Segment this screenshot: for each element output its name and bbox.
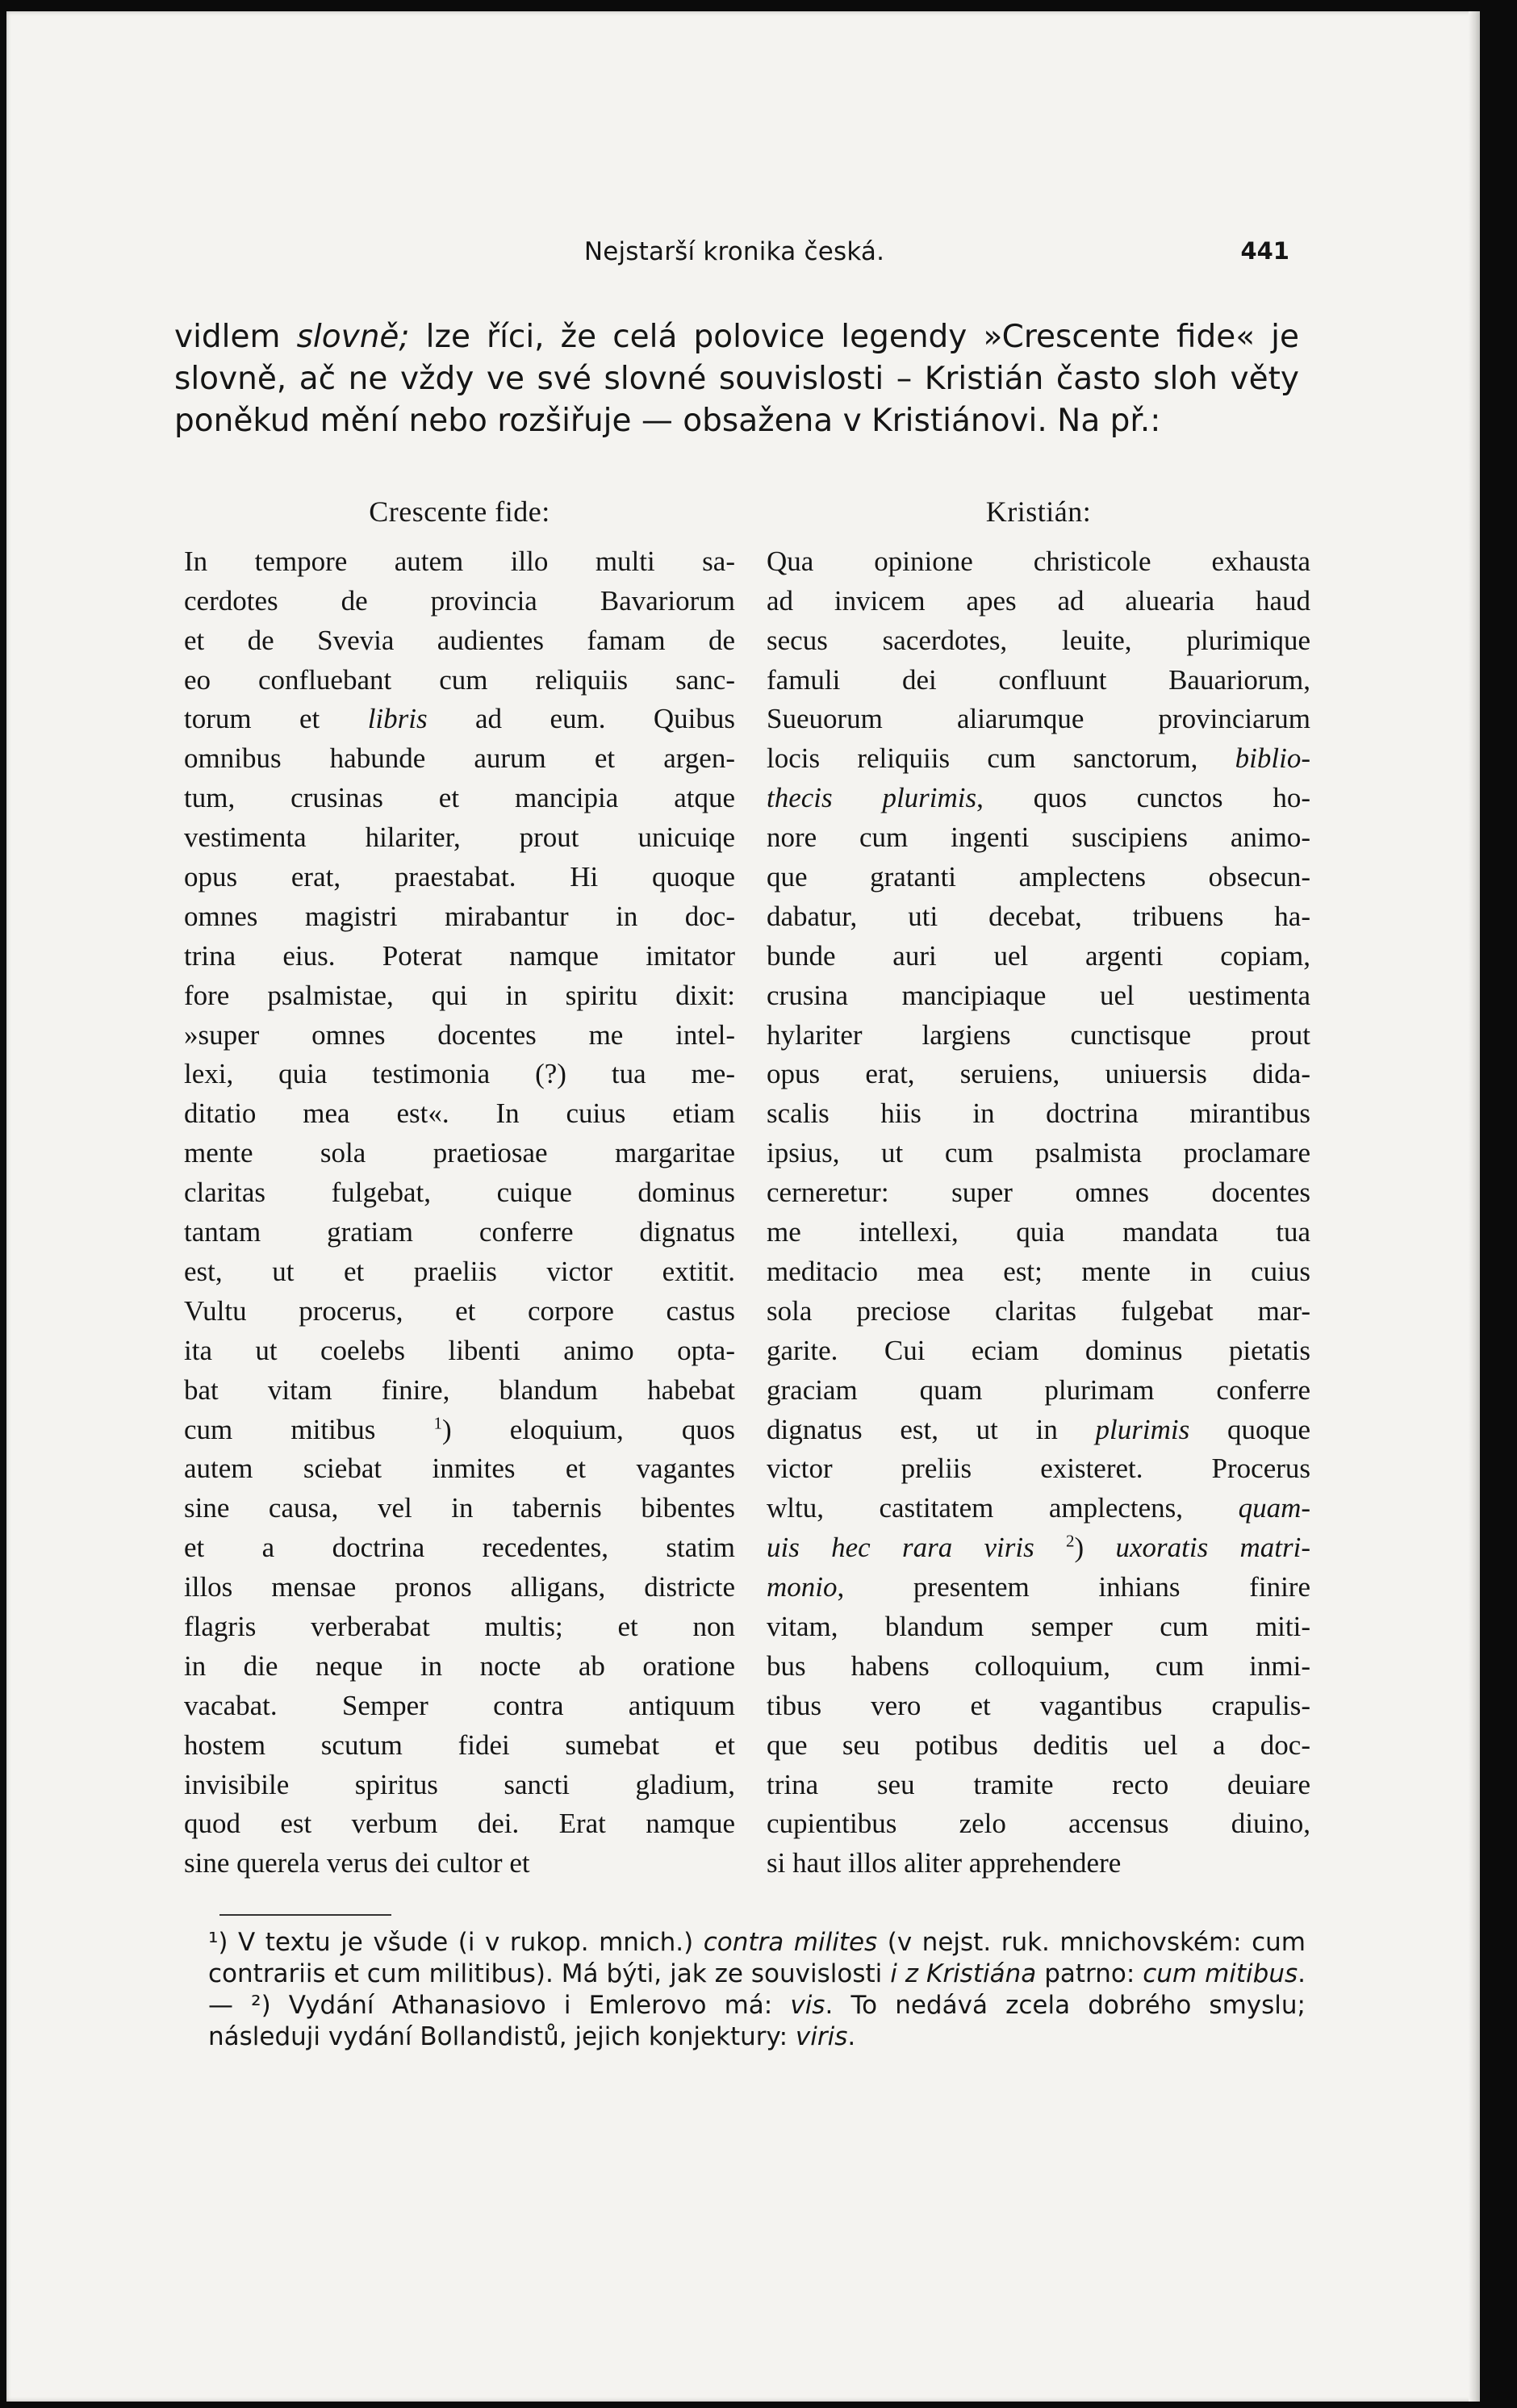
text-line: ipsius, ut cum psalmista proclamare: [767, 1137, 1310, 1169]
text-line: nore cum ingenti suscipiens animo-: [767, 821, 1310, 854]
text-line: hostem scutum fidei sumebat et: [184, 1729, 735, 1761]
text-line: bunde auri uel argenti copiam,: [767, 939, 1310, 972]
text-line: que gratanti amplectens obsecun-: [767, 861, 1310, 893]
text-line: crusina mancipiaque uel uestimenta: [767, 979, 1310, 1011]
intro-text: [174, 316, 1299, 442]
text-line: tibus vero et vagantibus crapulis-: [767, 1689, 1310, 1721]
text-line: Vultu procerus, et corpore castus: [184, 1294, 735, 1327]
text-line: ditatio mea est«. In cuius etiam: [184, 1097, 735, 1130]
text-line: est, ut et praeliis victor extitit.: [184, 1255, 735, 1287]
text-line: locis reliquiis cum sanctorum, biblio-: [767, 742, 1310, 775]
page: [6, 11, 1480, 2402]
text-line: sine querela verus dei cultor et: [184, 1847, 530, 1879]
intro-emphasis: slovně;: [296, 319, 410, 355]
text-line: graciam quam plurimam conferre: [767, 1373, 1310, 1406]
footnote-text: ¹) V textu je všude (i v rukop. mnich.) contra milites (v nejst. ruk. mnichovském: cum contrariis et cum militibus). Má býti, jak ze souvislosti i z Kristiána patrno: cum mitibus. — ²) Vydání Athanasiovo i Emlerovo má: vis. To nedává zcela dobrého smyslu; následuji vydání Bollandistů, jejich konjektury: viris.: [208, 1928, 1306, 2051]
text-line: hylariter largiens cunctisque prout: [767, 1018, 1310, 1051]
text-line: omnes magistri mirabantur in doc-: [184, 900, 735, 932]
text-line: sine causa, vel in tabernis bibentes: [184, 1492, 735, 1524]
text-line: cum mitibus $^1$) eloquium, quos: [184, 1412, 736, 1445]
text-line: lexi, quia testimonia (?) tua me-: [184, 1058, 735, 1090]
text-line: In tempore autem illo multi sa-: [184, 545, 735, 577]
text-line: bat vitam finire, blandum habebat: [184, 1373, 735, 1406]
text-line: trina seu tramite recto deuiare: [767, 1768, 1310, 1800]
text-line: opus erat, praestabat. Hi quoque: [184, 861, 735, 893]
text-line: ad invicem apes ad aluearia haud: [767, 584, 1310, 617]
text-line: tantam gratiam conferre dignatus: [184, 1216, 735, 1248]
text-line: cerdotes de provincia Bavariorum: [184, 584, 735, 617]
right-column-heading: Kristián:: [985, 495, 1092, 528]
text-line: illos mensae pronos alligans, districte: [184, 1571, 735, 1603]
right-column: [767, 492, 1310, 1883]
text-line: vacabat. Semper contra antiquum: [184, 1689, 735, 1721]
text-line: uis hec rara viris $^2$) uxoratis matri-: [767, 1531, 1311, 1564]
text-line: secus sacerdotes, leuite, plurimique: [767, 624, 1310, 656]
right-column-body: [767, 542, 1310, 1883]
intro-text-start: vidlem: [174, 319, 297, 355]
text-line: scalis hiis in doctrina mirantibus: [767, 1097, 1310, 1130]
footnotes: [208, 1927, 1306, 2053]
page-header: [173, 237, 1296, 286]
text-line: omnibus habunde aurum et argen-: [184, 742, 735, 775]
text-line: invisibile spiritus sancti gladium,: [184, 1768, 735, 1800]
text-line: eo confluebant cum reliquiis sanc-: [184, 663, 735, 696]
left-column: [184, 492, 735, 1883]
text-line: ita ut coelebs libenti animo opta-: [184, 1334, 735, 1366]
text-line: Qua opinione christicole exhausta: [767, 545, 1310, 577]
text-line: in die neque in nocte ab oratione: [184, 1649, 735, 1682]
text-line: et a doctrina recedentes, statim: [184, 1532, 735, 1564]
running-title: Nejstarší kronika česká.: [583, 237, 885, 266]
text-line: dignatus est, ut in plurimis quoque: [767, 1413, 1310, 1445]
text-line: thecis plurimis, quos cunctos ho-: [767, 782, 1310, 814]
text-line: monio, presentem inhians finire: [767, 1571, 1310, 1603]
text-line: quod est verbum dei. Erat namque: [184, 1808, 735, 1840]
text-line: et de Svevia audientes famam de: [184, 624, 735, 656]
text-line: cupientibus zelo accensus diuino,: [767, 1808, 1310, 1840]
text-line: meditacio mea est; mente in cuius: [767, 1255, 1310, 1287]
page-edge: [1469, 11, 1480, 2402]
text-line: tum, crusinas et mancipia atque: [184, 782, 735, 814]
text-line: sola preciose claritas fulgebat mar-: [767, 1294, 1310, 1327]
text-line: autem sciebat inmites et vagantes: [184, 1453, 735, 1485]
text-line: opus erat, seruiens, uniuersis dida-: [767, 1058, 1310, 1090]
text-line: cerneretur: super omnes docentes: [767, 1177, 1310, 1209]
text-line: trina eius. Poterat namque imitator: [184, 939, 735, 972]
text-line: si haut illos aliter apprehendere: [767, 1847, 1122, 1879]
left-column-heading: Crescente fide:: [369, 495, 550, 528]
text-line: torum et libris ad eum. Quibus: [184, 703, 735, 735]
page-number: 441: [1240, 237, 1289, 265]
text-line: garite. Cui eciam dominus pietatis: [767, 1334, 1310, 1366]
text-line: que seu potibus deditis uel a doc-: [767, 1729, 1310, 1761]
footnote-rule: [219, 1914, 391, 1916]
text-line: vestimenta hilariter, prout unicuiqe: [184, 821, 735, 854]
left-column-body: [184, 542, 735, 1883]
text-line: me intellexi, quia mandata tua: [767, 1216, 1310, 1248]
text-line: mente sola praetiosae margaritae: [184, 1137, 735, 1169]
text-line: dabatur, uti decebat, tribuens ha-: [767, 900, 1310, 932]
text-line: wltu, castitatem amplectens, quam-: [767, 1492, 1310, 1524]
text-line: fore psalmistae, qui in spiritu dixit:: [184, 979, 735, 1011]
intro-paragraph: [174, 316, 1299, 442]
intro-text-rest: lze říci, že celá polovice legendy »Crescente fide« je slovně, ač ne vždy ve své slovné souvislosti – Kristián často sloh věty poněkud mění nebo rozšiřuje — obsažena v Kristiánovi. Na př.:: [174, 319, 1299, 439]
text-line: famuli dei confluunt Bauariorum,: [767, 663, 1310, 696]
text-line: claritas fulgebat, cuique dominus: [184, 1177, 735, 1209]
text-line: vitam, blandum semper cum miti-: [767, 1610, 1310, 1642]
text-line: Sueuorum aliarumque provinciarum: [767, 703, 1310, 735]
text-line: victor preliis existeret. Procerus: [767, 1453, 1310, 1485]
text-line: flagris verberabat multis; et non: [184, 1610, 735, 1642]
text-line: bus habens colloquium, cum inmi-: [767, 1649, 1310, 1682]
text-line: »super omnes docentes me intel-: [184, 1018, 735, 1051]
